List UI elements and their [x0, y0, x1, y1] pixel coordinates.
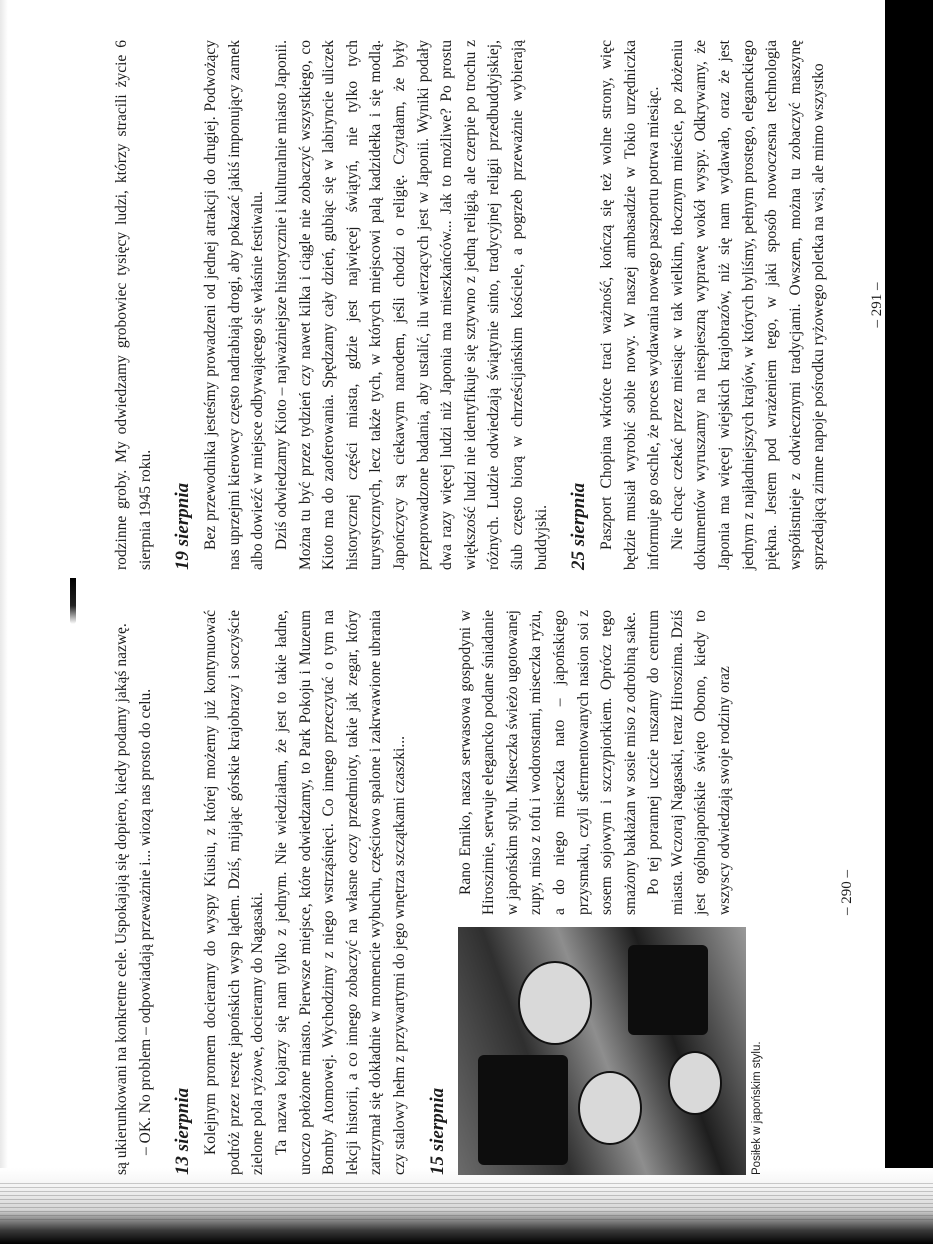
paragraph: Paszport Chopina wkrótce traci ważność, kończą się też wolne strony, więc będzie musiał wyrobić sobie nowy. W naszej ambasadzie w Tokio urzędniczka informuje go oschle, że proces wydawania nowego paszportu potrwa miesiąc.	[598, 40, 663, 570]
photo-caption: Posiłek w japońskim stylu.	[750, 1041, 763, 1175]
paragraph: Dziś odwiedzamy Kioto – najważniejsze historycznie i kulturalnie miasto Japonii. Można tu być przez tydzień czy nawet kilka i ciągle nie zobaczyć wszystkiego, co Kioto ma do zaoferowania. Spędzamy cały dzień, gubiąc się w labiryncie uliczek historycznej części miasta, gdzie jest najwięcej świątyń, nie tylko tych turystycznych, lecz także tych, w których miejscowi palą kadzidełka i się modlą. Japończycy są ciekawym narodem, jeśli chodzi o religię. Czytałam, że były przeprowadzone badania, aby ustalić, ilu wierzących jest w Japonii. Wyniki podały dwa razy więcej ludzi niż Japonia ma mieszkańców... Jak to możliwe? Po prostu większość ludzi nie identyfikuje się sztywno z jedną religią, ale czerpie po trochu z różnych. Ludzie odwiedzają świątynie sinto, tradycyjnej religii przedbuddyjskiej, ślub często biorą w chrześcijańskim kościele, a pogrzeb przeważnie wybierają buddyjski.	[272, 40, 550, 570]
paragraph: Rano Emiko, nasza serwasowa gospodyni w Hiroszimie, serwuje elegancko podane śniadanie w japońskim stylu. Miseczka świeżo ugotowanej zupy, miso z tofu i wodorostami, miseczka ryżu, a do niego miseczka nato – japońskiego przysmaku, czyli sfermentowanych nasion soi z sosem sojowym i szczypiorkiem. Oprócz tego smażony bakłażan w sosie miso z odrobiną sake.	[456, 610, 639, 915]
photo-shadow	[628, 945, 708, 1035]
scan-dark-edge	[885, 0, 933, 1244]
breakfast-photo	[458, 927, 746, 1175]
book-binding-page-edges	[0, 1180, 933, 1220]
intro-paragraph: rodzinne groby. My odwiedzamy grobowiec tysięcy ludzi, którzy stracili życie 6 sierpnia 1945 roku.	[113, 40, 154, 570]
paragraph: Nie chcąc czekać przez miesiąc w tak wielkim, tłocznym mieście, po złożeniu dokumentów wyruszamy na niespieszną wyprawę wokół wyspy. Odkrywamy, że Japonia ma więcej wiejskich krajobrazów, niż się nam wydawało, oraz że jest jednym z najładniejszych krajów, w których byliśmy, pełnym prostego, eleganckiego piękna. Jestem pod wrażeniem tego, w jaki sposób nowoczesna technologia współistnieje z odwiecznymi tradycjami. Owszem, można tu zobaczyć maszynę sprzedającą zimne napoje pośrodku ryżowego poletka na wsi, ale mimo wszystko	[668, 40, 828, 570]
page-291	[110, 40, 890, 570]
paragraph: Ta nazwa kojarzy się nam tylko z jednym. Nie wiedziałam, że jest to takie ładne, uroczo położone miasto. Pierwsze miejsce, które odwiedzamy, to Park Pokoju i Muzeum Bomby Atomowej. Wychodzimy z niego wstrząśnięci. Co innego przeczytać o tym na lekcji historii, a co innego zobaczyć na własne oczy przedmioty, takie jak zegar, który zatrzymał się dokładnie w momencie wybuchu, częściowo spalone i zakrwawione ubrania czy stalowy hełm z przywartymi do jego wnętrza szczątkami czaszki...	[272, 610, 408, 1175]
page-291-text	[110, 40, 828, 570]
photo-bowl	[668, 1051, 722, 1115]
heading-15-august: 15 sierpnia	[426, 1087, 448, 1175]
page-290-text	[110, 610, 810, 1175]
gutter-mark	[70, 578, 76, 624]
photo-bowl	[578, 1071, 642, 1145]
intro-paragraph-2: – OK. No problem – odpowiadają przeważnie i... wiozą nas prosto do celu.	[136, 688, 154, 1155]
heading-19-august: 19 sierpnia	[172, 482, 194, 570]
paragraph: Bez przewodnika jesteśmy prowadzeni od jednej atrakcji do drugiej. Podwożący nas uprzejmi kierowcy często nadrabiają drogi, aby pokazać jakiś imponujący zamek albo dowieźć w miejsce odbywającego się właśnie festiwalu.	[202, 40, 267, 570]
paragraph: Po tej porannej uczcie ruszamy do centrum miasta. Wczoraj Nagasaki, teraz Hiroszima. Dziś jest ogólnojapońskie święto Obono, kiedy to wszyscy odwiedzają swoje rodziny oraz	[645, 610, 734, 915]
photo-figure	[458, 927, 765, 1175]
page-number: – 290 –	[839, 870, 856, 915]
intro-paragraph-1: są ukierunkowani na konkretne cele. Uspokajają się dopiero, kiedy podamy jakąś nazwę.	[113, 623, 130, 1175]
heading-25-august: 25 sierpnia	[568, 482, 590, 570]
photo-bowl	[518, 961, 592, 1045]
page-number: – 291 –	[869, 282, 886, 328]
heading-13-august: 13 sierpnia	[172, 1087, 194, 1175]
page-290	[110, 610, 860, 1175]
photo-shadow	[478, 1055, 568, 1165]
scan-left-edge	[0, 0, 8, 1244]
paragraph: Kolejnym promem docieramy do wyspy Kiusiu, z której możemy już kontynuować podróż przez resztę japońskich wysp lądem. Dziś, mijając górskie krajobrazy i soczyście zielone pola ryżowe, docieramy do Nagasaki.	[202, 610, 267, 1175]
